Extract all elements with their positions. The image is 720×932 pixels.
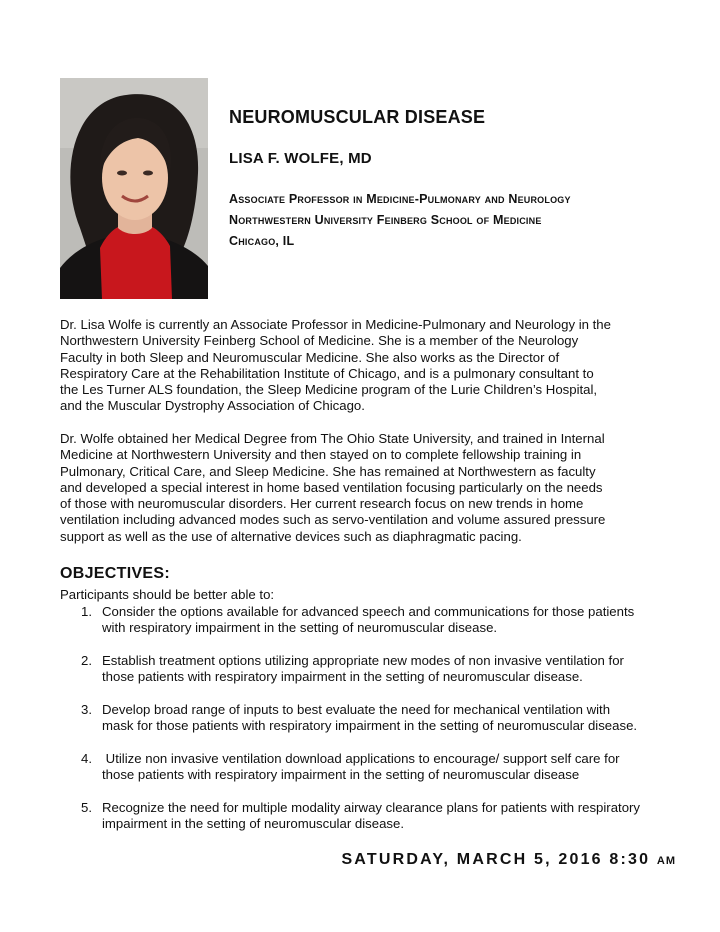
bio-line: the Les Turner ALS foundation, the Sleep Medicine program of the Lurie Children’s Hospital,: [60, 382, 598, 398]
event-ampm: AM: [656, 855, 676, 867]
objective-text: those patients with respiratory impairment in the setting of neuromuscular disease.: [102, 669, 583, 685]
objective-number: 4.: [81, 750, 92, 766]
speaker-institution: Northwestern University Feinberg School of Medicine: [229, 213, 542, 227]
objective-text: with respiratory impairment in the setting of neuromuscular disease.: [102, 620, 498, 636]
bio-line: of those with neuromuscular disorders. Her current research focus on new trends in home: [60, 496, 584, 512]
speaker-photo: [60, 78, 208, 299]
objective-item: [60, 800, 700, 833]
objective-number: 3.: [81, 701, 92, 717]
bio-line: and developed a special interest in home based ventilation focusing particularly on the needs: [60, 479, 603, 495]
speaker-name: LISA F. WOLFE, MD: [229, 150, 372, 167]
bio-line: ventilation including advanced modes such as servo-ventilation and volume assured pressure: [60, 512, 606, 528]
bio-line: Northwestern University Feinberg School of Medicine. She is a member of the Neurology: [60, 333, 579, 349]
objective-item: [60, 702, 700, 735]
objective-number: 1.: [81, 604, 92, 619]
bio-line: Faculty in both Sleep and Neuromuscular Medicine. She also works as the Director of: [60, 349, 560, 365]
event-date-time: [341, 851, 676, 869]
objective-text: Recognize the need for multiple modality airway clearance plans for patients with respiratory: [102, 799, 641, 815]
event-date: SATURDAY, MARCH 5, 2016 8:30: [341, 851, 651, 868]
bio-line: support as well as the use of alternative devices such as diaphragmatic pacing.: [60, 528, 522, 544]
bio-line: Medicine at Northwestern University and then stayed on to complete fellowship training in: [60, 447, 582, 463]
objectives-list: [60, 604, 700, 848]
bio-line: Dr. Wolfe obtained her Medical Degree from The Ohio State University, and trained in Internal: [60, 431, 605, 446]
objective-text: Consider the options available for advanced speech and communications for those patients: [102, 604, 635, 619]
objective-text: mask for those patients with respiratory impairment in the setting of neuromuscular disease.: [102, 718, 638, 734]
event-title: NEUROMUSCULAR DISEASE: [229, 107, 486, 127]
objective-number: 5.: [81, 799, 92, 815]
objective-text: Utilize non invasive ventilation download applications to encourage/ support self care for: [102, 750, 620, 766]
objective-item: [60, 604, 700, 637]
objective-text: impairment in the setting of neuromuscular disease.: [102, 815, 404, 831]
objectives-intro: Participants should be better able to:: [60, 587, 275, 602]
bio-line: Respiratory Care at the Rehabilitation Institute of Chicago, and is a pulmonary consultant to: [60, 365, 594, 381]
objective-text: those patients with respiratory impairment in the setting of neuromuscular disease: [102, 766, 580, 782]
objective-number: 2.: [81, 652, 92, 668]
speaker-position: Associate Professor in Medicine-Pulmonary and Neurology: [229, 192, 571, 206]
objective-text: Develop broad range of inputs to best evaluate the need for mechanical ventilation with: [102, 701, 611, 717]
speaker-location: Chicago, IL: [229, 234, 295, 248]
objective-item: [60, 653, 700, 686]
bio-paragraph-1: [60, 317, 680, 415]
objectives-heading: OBJECTIVES:: [60, 565, 170, 582]
bio-line: and the Muscular Dystrophy Association of Chicago.: [60, 398, 365, 414]
objective-text: Establish treatment options utilizing appropriate new modes of non invasive ventilation for: [102, 652, 624, 668]
bio-line: Pulmonary, Critical Care, and Sleep Medicine. She has remained at Northwestern as faculty: [60, 463, 596, 479]
bio-paragraph-2: [60, 431, 680, 545]
bio-line: Dr. Lisa Wolfe is currently an Associate Professor in Medicine-Pulmonary and Neurology in the: [60, 317, 611, 332]
objective-item: [60, 751, 700, 784]
